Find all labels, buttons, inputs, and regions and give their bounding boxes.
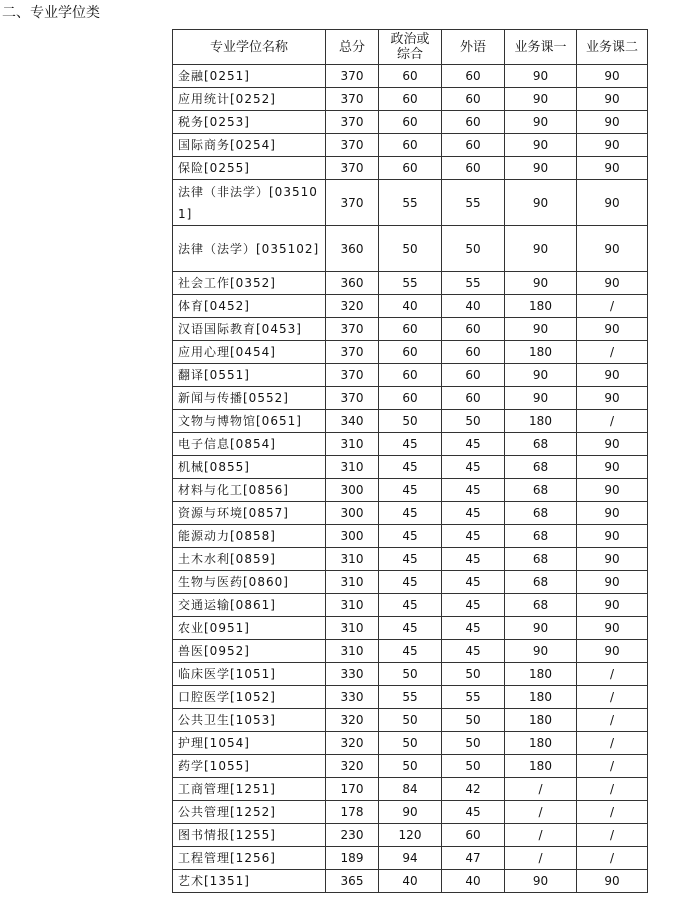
cell-politics: 45 — [379, 456, 442, 479]
cell-program-name: 图书情报[1255] — [173, 824, 326, 847]
cell-program-name: 金融[0251] — [173, 65, 326, 88]
header-foreign-language: 外语 — [442, 30, 505, 65]
cell-program-name: 口腔医学[1052] — [173, 686, 326, 709]
cell-foreign-language: 47 — [442, 847, 505, 870]
cell-course-two: / — [577, 801, 648, 824]
cell-politics: 120 — [379, 824, 442, 847]
cell-total: 310 — [326, 640, 379, 663]
table-row — [173, 111, 648, 134]
cell-course-one: / — [505, 801, 577, 824]
cell-total: 310 — [326, 456, 379, 479]
table-row — [173, 410, 648, 433]
cell-course-two: 90 — [577, 479, 648, 502]
table-row — [173, 387, 648, 410]
header-course-one: 业务课一 — [505, 30, 577, 65]
cell-course-two: 90 — [577, 502, 648, 525]
cell-program-name: 交通运输[0861] — [173, 594, 326, 617]
cell-politics: 84 — [379, 778, 442, 801]
table-row — [173, 571, 648, 594]
cell-program-name: 汉语国际教育[0453] — [173, 318, 326, 341]
table-row — [173, 640, 648, 663]
cell-foreign-language: 60 — [442, 387, 505, 410]
cell-program-name: 应用统计[0252] — [173, 88, 326, 111]
cell-program-name: 社会工作[0352] — [173, 272, 326, 295]
cell-politics: 94 — [379, 847, 442, 870]
cell-foreign-language: 45 — [442, 525, 505, 548]
cell-course-two: / — [577, 663, 648, 686]
cell-total: 370 — [326, 364, 379, 387]
cell-program-name: 临床医学[1051] — [173, 663, 326, 686]
cell-course-one: 68 — [505, 548, 577, 571]
table-row — [173, 870, 648, 893]
table-row — [173, 295, 648, 318]
cell-politics: 50 — [379, 755, 442, 778]
table-header-row — [173, 30, 648, 65]
cell-course-one: 90 — [505, 387, 577, 410]
cell-course-one: 90 — [505, 640, 577, 663]
cell-course-two: 90 — [577, 387, 648, 410]
cell-politics: 60 — [379, 157, 442, 180]
cell-foreign-language: 60 — [442, 824, 505, 847]
table-row — [173, 180, 648, 226]
cell-politics: 60 — [379, 364, 442, 387]
header-course-two: 业务课二 — [577, 30, 648, 65]
table-body — [173, 65, 648, 893]
cell-course-one: 68 — [505, 525, 577, 548]
cell-program-name: 国际商务[0254] — [173, 134, 326, 157]
cell-foreign-language: 60 — [442, 88, 505, 111]
cell-total: 370 — [326, 318, 379, 341]
table-row — [173, 824, 648, 847]
cell-course-two: 90 — [577, 134, 648, 157]
cell-program-name: 公共管理[1252] — [173, 801, 326, 824]
cell-total: 360 — [326, 272, 379, 295]
cell-politics: 90 — [379, 801, 442, 824]
cell-foreign-language: 45 — [442, 594, 505, 617]
table-row — [173, 456, 648, 479]
table-row — [173, 502, 648, 525]
cell-total: 330 — [326, 686, 379, 709]
cell-program-name: 税务[0253] — [173, 111, 326, 134]
cell-politics: 45 — [379, 617, 442, 640]
cell-total: 189 — [326, 847, 379, 870]
cell-total: 310 — [326, 571, 379, 594]
cell-foreign-language: 50 — [442, 226, 505, 272]
cell-course-two: 90 — [577, 157, 648, 180]
cell-politics: 60 — [379, 134, 442, 157]
cell-politics: 60 — [379, 387, 442, 410]
table-row — [173, 88, 648, 111]
cell-politics: 50 — [379, 732, 442, 755]
table-row — [173, 525, 648, 548]
cell-course-two: 90 — [577, 318, 648, 341]
cell-total: 370 — [326, 111, 379, 134]
table-row — [173, 134, 648, 157]
cell-total: 320 — [326, 755, 379, 778]
cell-course-one: 90 — [505, 318, 577, 341]
cell-course-two: / — [577, 824, 648, 847]
cell-course-two: / — [577, 410, 648, 433]
cell-course-one: 180 — [505, 341, 577, 364]
cell-total: 370 — [326, 387, 379, 410]
cell-course-two: 90 — [577, 180, 648, 226]
cell-politics: 60 — [379, 65, 442, 88]
cell-course-one: 90 — [505, 88, 577, 111]
cell-program-name: 土木水利[0859] — [173, 548, 326, 571]
cell-course-two: 90 — [577, 870, 648, 893]
table-row — [173, 157, 648, 180]
cell-foreign-language: 60 — [442, 341, 505, 364]
header-politics: 政治或综合 — [379, 30, 442, 65]
cell-politics: 60 — [379, 111, 442, 134]
cell-course-one: / — [505, 847, 577, 870]
cell-course-one: 68 — [505, 433, 577, 456]
cell-program-name: 材料与化工[0856] — [173, 479, 326, 502]
cell-program-name: 工商管理[1251] — [173, 778, 326, 801]
cell-course-one: 90 — [505, 364, 577, 387]
table-row — [173, 318, 648, 341]
cell-total: 300 — [326, 479, 379, 502]
cell-program-name: 药学[1055] — [173, 755, 326, 778]
cell-course-two: 90 — [577, 594, 648, 617]
cell-course-two: 90 — [577, 525, 648, 548]
cell-foreign-language: 60 — [442, 157, 505, 180]
cell-total: 300 — [326, 525, 379, 548]
cell-politics: 60 — [379, 88, 442, 111]
cell-politics: 55 — [379, 686, 442, 709]
cell-foreign-language: 45 — [442, 456, 505, 479]
cell-course-one: 180 — [505, 663, 577, 686]
cell-course-two: 90 — [577, 272, 648, 295]
cell-program-name: 工程管理[1256] — [173, 847, 326, 870]
cell-foreign-language: 60 — [442, 65, 505, 88]
cell-program-name: 保险[0255] — [173, 157, 326, 180]
cell-foreign-language: 60 — [442, 318, 505, 341]
cell-foreign-language: 60 — [442, 364, 505, 387]
cell-total: 370 — [326, 341, 379, 364]
cell-course-two: / — [577, 686, 648, 709]
cell-program-name: 护理[1054] — [173, 732, 326, 755]
cell-program-name: 文物与博物馆[0651] — [173, 410, 326, 433]
cell-course-two: / — [577, 341, 648, 364]
cell-foreign-language: 50 — [442, 732, 505, 755]
cell-course-one: 90 — [505, 180, 577, 226]
cell-foreign-language: 42 — [442, 778, 505, 801]
cell-politics: 60 — [379, 341, 442, 364]
table-row — [173, 778, 648, 801]
cell-course-one: 90 — [505, 870, 577, 893]
cell-course-one: 180 — [505, 732, 577, 755]
cell-course-two: 90 — [577, 433, 648, 456]
table-row — [173, 479, 648, 502]
cell-course-two: 90 — [577, 111, 648, 134]
cell-program-name: 应用心理[0454] — [173, 341, 326, 364]
cell-foreign-language: 60 — [442, 111, 505, 134]
cell-total: 310 — [326, 548, 379, 571]
cell-course-one: 90 — [505, 226, 577, 272]
cell-total: 370 — [326, 65, 379, 88]
cell-politics: 45 — [379, 594, 442, 617]
cell-program-name: 法律（非法学）[035101] — [173, 180, 326, 226]
cell-course-two: 90 — [577, 88, 648, 111]
cell-politics: 50 — [379, 226, 442, 272]
table-row — [173, 364, 648, 387]
cell-foreign-language: 50 — [442, 709, 505, 732]
cell-program-name: 翻译[0551] — [173, 364, 326, 387]
cell-course-two: 90 — [577, 456, 648, 479]
cell-program-name: 生物与医药[0860] — [173, 571, 326, 594]
cell-politics: 55 — [379, 272, 442, 295]
cell-total: 330 — [326, 663, 379, 686]
section-title: 二、专业学位类 — [2, 5, 100, 21]
cell-course-two: / — [577, 295, 648, 318]
cell-course-one: 68 — [505, 571, 577, 594]
cell-program-name: 新闻与传播[0552] — [173, 387, 326, 410]
cell-politics: 50 — [379, 663, 442, 686]
cell-foreign-language: 50 — [442, 755, 505, 778]
cell-course-two: 90 — [577, 65, 648, 88]
cell-program-name: 艺术[1351] — [173, 870, 326, 893]
cell-politics: 40 — [379, 870, 442, 893]
cell-foreign-language: 45 — [442, 479, 505, 502]
cell-program-name: 体育[0452] — [173, 295, 326, 318]
score-table — [172, 29, 648, 893]
cell-politics: 45 — [379, 640, 442, 663]
table-row — [173, 709, 648, 732]
cell-foreign-language: 45 — [442, 502, 505, 525]
cell-foreign-language: 55 — [442, 180, 505, 226]
cell-total: 370 — [326, 157, 379, 180]
cell-course-one: / — [505, 824, 577, 847]
cell-course-one: 180 — [505, 410, 577, 433]
cell-course-two: 90 — [577, 617, 648, 640]
cell-total: 320 — [326, 709, 379, 732]
cell-politics: 45 — [379, 479, 442, 502]
cell-course-one: 90 — [505, 617, 577, 640]
table-row — [173, 617, 648, 640]
cell-course-one: 68 — [505, 479, 577, 502]
cell-program-name: 资源与环境[0857] — [173, 502, 326, 525]
table-row — [173, 686, 648, 709]
cell-program-name: 兽医[0952] — [173, 640, 326, 663]
cell-politics: 50 — [379, 709, 442, 732]
header-program-name: 专业学位名称 — [173, 30, 326, 65]
cell-politics: 40 — [379, 295, 442, 318]
cell-course-one: 180 — [505, 755, 577, 778]
cell-foreign-language: 60 — [442, 134, 505, 157]
cell-total: 178 — [326, 801, 379, 824]
cell-politics: 50 — [379, 410, 442, 433]
table-row — [173, 433, 648, 456]
cell-course-two: 90 — [577, 548, 648, 571]
cell-program-name: 能源动力[0858] — [173, 525, 326, 548]
cell-course-one: 90 — [505, 111, 577, 134]
cell-total: 370 — [326, 180, 379, 226]
cell-foreign-language: 45 — [442, 548, 505, 571]
cell-program-name: 公共卫生[1053] — [173, 709, 326, 732]
cell-politics: 45 — [379, 548, 442, 571]
cell-program-name: 电子信息[0854] — [173, 433, 326, 456]
cell-course-two: 90 — [577, 640, 648, 663]
cell-politics: 55 — [379, 180, 442, 226]
cell-course-one: 180 — [505, 295, 577, 318]
cell-course-two: 90 — [577, 571, 648, 594]
cell-total: 365 — [326, 870, 379, 893]
cell-course-one: 180 — [505, 709, 577, 732]
cell-total: 370 — [326, 88, 379, 111]
cell-foreign-language: 55 — [442, 686, 505, 709]
cell-course-two: / — [577, 755, 648, 778]
cell-course-one: 68 — [505, 456, 577, 479]
cell-course-one: 68 — [505, 502, 577, 525]
table-row — [173, 755, 648, 778]
cell-politics: 45 — [379, 433, 442, 456]
cell-total: 310 — [326, 433, 379, 456]
cell-foreign-language: 50 — [442, 410, 505, 433]
table-row — [173, 341, 648, 364]
table-row — [173, 732, 648, 755]
cell-foreign-language: 45 — [442, 571, 505, 594]
cell-total: 300 — [326, 502, 379, 525]
cell-program-name: 机械[0855] — [173, 456, 326, 479]
cell-course-one: 90 — [505, 272, 577, 295]
cell-course-two: 90 — [577, 226, 648, 272]
table-row — [173, 847, 648, 870]
cell-politics: 45 — [379, 571, 442, 594]
cell-course-two: / — [577, 778, 648, 801]
cell-foreign-language: 40 — [442, 295, 505, 318]
cell-course-one: 90 — [505, 65, 577, 88]
cell-total: 230 — [326, 824, 379, 847]
cell-program-name: 农业[0951] — [173, 617, 326, 640]
cell-foreign-language: 50 — [442, 663, 505, 686]
table-row — [173, 594, 648, 617]
cell-course-two: / — [577, 732, 648, 755]
cell-course-one: 68 — [505, 594, 577, 617]
cell-course-one: 90 — [505, 157, 577, 180]
cell-program-name: 法律（法学）[035102] — [173, 226, 326, 272]
cell-politics: 60 — [379, 318, 442, 341]
header-total: 总分 — [326, 30, 379, 65]
cell-foreign-language: 40 — [442, 870, 505, 893]
cell-foreign-language: 55 — [442, 272, 505, 295]
cell-total: 310 — [326, 617, 379, 640]
cell-total: 340 — [326, 410, 379, 433]
cell-total: 320 — [326, 732, 379, 755]
cell-total: 320 — [326, 295, 379, 318]
cell-politics: 45 — [379, 525, 442, 548]
cell-total: 360 — [326, 226, 379, 272]
table-row — [173, 548, 648, 571]
table-row — [173, 801, 648, 824]
table-row — [173, 663, 648, 686]
cell-course-two: / — [577, 847, 648, 870]
cell-total: 310 — [326, 594, 379, 617]
cell-total: 170 — [326, 778, 379, 801]
cell-course-one: 180 — [505, 686, 577, 709]
cell-foreign-language: 45 — [442, 640, 505, 663]
cell-foreign-language: 45 — [442, 433, 505, 456]
cell-total: 370 — [326, 134, 379, 157]
cell-course-one: 90 — [505, 134, 577, 157]
cell-course-one: / — [505, 778, 577, 801]
table-row — [173, 272, 648, 295]
cell-foreign-language: 45 — [442, 617, 505, 640]
cell-course-two: 90 — [577, 364, 648, 387]
cell-foreign-language: 45 — [442, 801, 505, 824]
table-row — [173, 65, 648, 88]
cell-course-two: / — [577, 709, 648, 732]
table-row — [173, 226, 648, 272]
cell-politics: 45 — [379, 502, 442, 525]
